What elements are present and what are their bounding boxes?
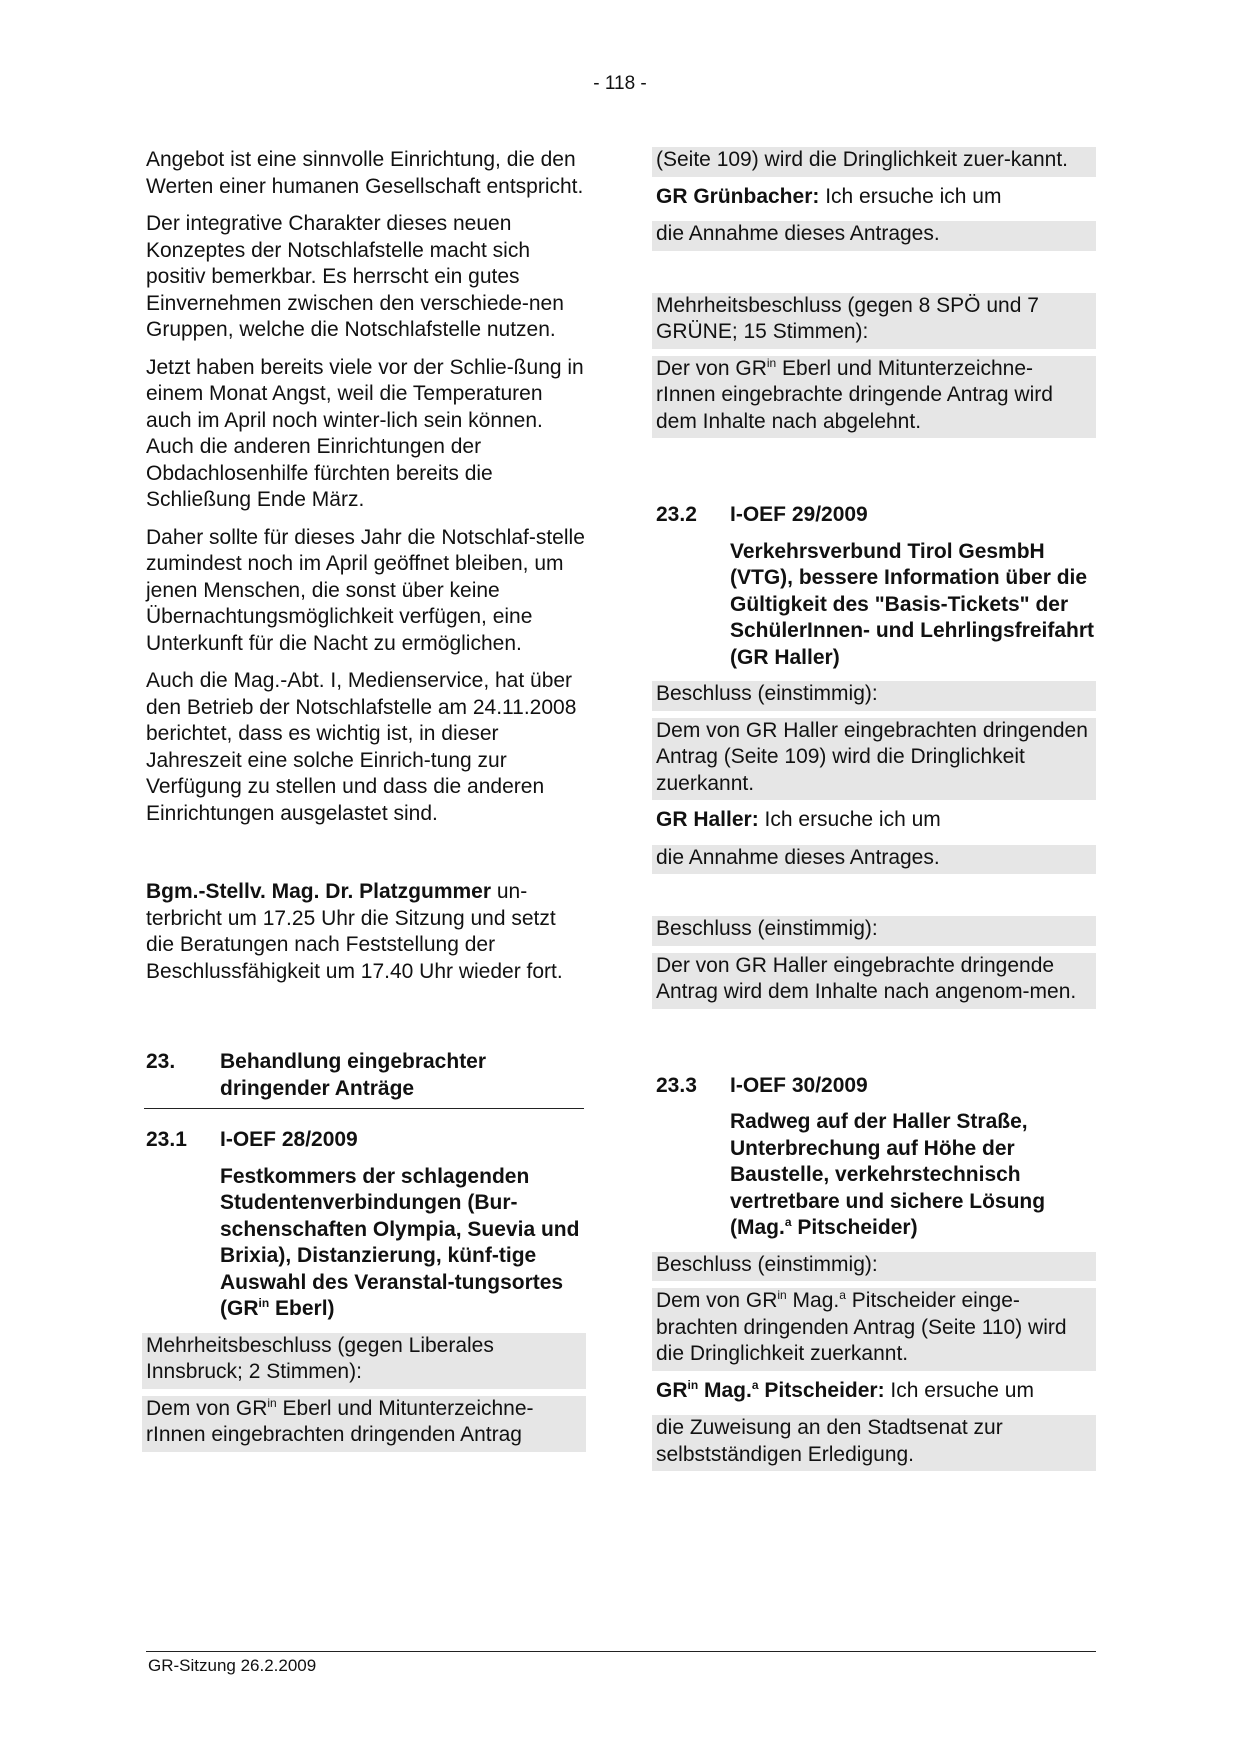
section-number: 23.	[146, 1050, 176, 1073]
item-title-23-2: Verkehrsverbund Tirol GesmbH (VTG), bessere Information über die Gültigkeit des "Basis-Tickets" der SchülerInnen- und Lehrlingsfreifahrt (GR Haller)	[730, 539, 1095, 669]
motion-text: Dem von $GR^{in}$ Eberl und Mitunterzeichne-rInnen eingebrachten dringenden Antrag	[142, 1396, 586, 1452]
speaker-name: $GR^{in}$ Mag.$^a$ Pitscheider:	[656, 1377, 885, 1402]
item-number: 23.1	[146, 1128, 187, 1151]
section-rule	[144, 1108, 584, 1109]
speaker-paragraph: $GR^{in}$ Mag.$^a$ Pitscheider: Ich ersuche um	[656, 1377, 1034, 1402]
paragraph: Auch die Mag.-Abt. I, Medienservice, hat über den Betrieb der Notschlafstelle am 24.11.2008 berichtet, dass es wichtig ist, in dieser Jahreszeit eine solche Einrich-tung zur Verfügung zu stellen und dass die anderen Einrichtungen ausgelastet sind.	[146, 669, 577, 825]
speaker-name: GR Haller:	[656, 808, 759, 831]
item-heading-23-1	[146, 1127, 586, 1154]
speaker-paragraph: GR Grünbacher: Ich ersuche ich um	[656, 184, 1002, 208]
vote-result: Beschluss (einstimmig):	[652, 1252, 1096, 1282]
speaker-name: Bgm.-Stellv. Mag. Dr. Platzgummer	[146, 880, 492, 903]
item-code: I-OEF 28/2009	[220, 1128, 358, 1151]
vote-outcome: Der von $GR^{in}$ Eberl und Mitunterzeichne-rInnen eingebrachte dringende Antrag wird dem Inhalte nach abgelehnt.	[652, 356, 1096, 439]
item-number: 23.3	[656, 1073, 697, 1097]
speaker-paragraph	[146, 879, 586, 985]
paragraph: Daher sollte für dieses Jahr die Notschlaf-stelle zumindest noch im April geöffnet bleiben, um jenen Menschen, die sonst über keine Übernachtungsmöglichkeit verfügen, eine Unterkunft für die Nacht zu ermöglichen.	[146, 525, 585, 655]
speaker-request: die Annahme dieses Antrages.	[652, 845, 1096, 875]
vote-result: Beschluss (einstimmig):	[652, 916, 1096, 946]
speaker-request: die Zuweisung an den Stadtsenat zur selbstständigen Erledigung.	[652, 1415, 1096, 1471]
item-number: 23.2	[656, 503, 697, 526]
item-code: I-OEF 30/2009	[730, 1073, 868, 1097]
speaker-paragraph: GR Haller: Ich ersuche ich um	[656, 808, 941, 831]
vote-result: Beschluss (einstimmig):	[652, 681, 1096, 711]
item-title-23-3: Radweg auf der Haller Straße, Unterbrechung auf Höhe der Baustelle, verkehrstechnisch vertretbare und sichere Lösung (Mag.$^a$ Pitscheider)	[730, 1110, 1046, 1239]
footer-rule	[146, 1651, 1096, 1652]
paragraph: Der integrative Charakter dieses neuen Konzeptes der Notschlafstelle macht sich positiv bemerkbar. Es herrscht ein gutes Einvernehmen zwischen den verschiede-nen Gruppen, welche die Notschlafstelle nutzen.	[146, 212, 564, 341]
vote-outcome: Der von GR Haller eingebrachte dringende Antrag wird dem Inhalte nach angenom-men.	[652, 953, 1096, 1009]
speaker-text: un-terbricht um 17.25 Uhr die Sitzung und setzt die Beratungen nach Feststellung der Beschlussfähigkeit um 17.40 Uhr wieder fort.	[146, 880, 563, 983]
motion-text: Dem von $GR^{in}$ Mag.$^a$ Pitscheider einge-brachten dringenden Antrag (Seite 110) wird die Dringlichkeit zuerkannt.	[652, 1288, 1096, 1371]
left-column	[146, 147, 586, 1452]
speaker-request: die Annahme dieses Antrages.	[652, 221, 1096, 251]
section-title: Behandlung eingebrachter dringender Anträge	[220, 1050, 487, 1100]
speaker-name: GR Grünbacher:	[656, 184, 820, 208]
footer-text: GR-Sitzung 26.2.2009	[148, 1656, 317, 1675]
motion-text: Dem von GR Haller eingebrachten dringenden Antrag (Seite 109) wird die Dringlichkeit zuerkannt.	[652, 718, 1096, 801]
right-column	[656, 147, 1096, 1471]
paragraph: Angebot ist eine sinnvolle Einrichtung, die den Werten einer humanen Gesellschaft entspricht.	[146, 148, 584, 198]
vote-result: Mehrheitsbeschluss (gegen 8 SPÖ und 7 GRÜNE; 15 Stimmen):	[652, 293, 1096, 349]
section-heading	[146, 1049, 586, 1102]
motion-continuation: (Seite 109) wird die Dringlichkeit zuer-kannt.	[652, 147, 1096, 177]
item-heading-23-3	[656, 1073, 1096, 1100]
item-title-23-1: Festkommers der schlagenden Studentenverbindungen (Bur-schenschaften Olympia, Suevia und Brixia), Distanzierung, künf-tige Auswahl des Veranstal-tungsortes ($GR^{in}$ Eberl)	[220, 1164, 580, 1320]
item-code: I-OEF 29/2009	[730, 503, 868, 526]
paragraph: Jetzt haben bereits viele vor der Schlie-ßung in einem Monat Angst, weil die Temperaturen auch im April noch winter-lich sein können. Auch die anderen Einrichtungen der Obdachlosenhilfe fürchten bereits die Schließung Ende März.	[146, 355, 584, 511]
item-heading-23-2	[656, 502, 1096, 529]
page-number: - 118 -	[593, 73, 647, 94]
vote-result: Mehrheitsbeschluss (gegen Liberales Innsbruck; 2 Stimmen):	[142, 1333, 586, 1389]
